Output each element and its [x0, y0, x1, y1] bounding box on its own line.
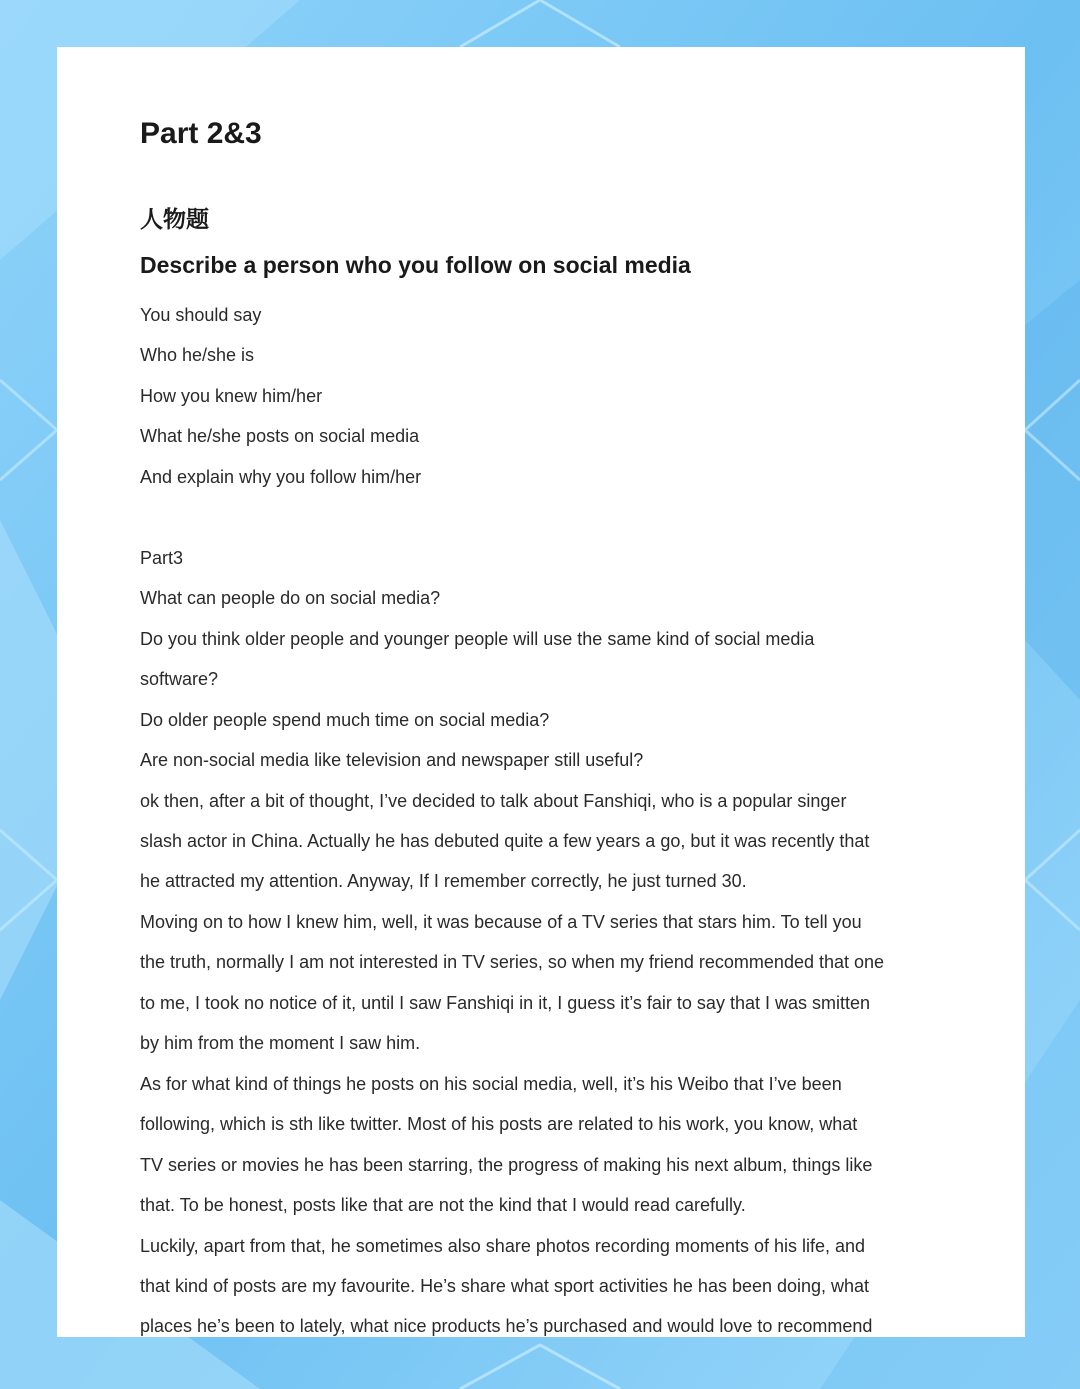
topic-title: Describe a person who you follow on social media: [140, 252, 691, 278]
part3-label: Part3: [140, 548, 184, 568]
answer-line: TV series or movies he has been starring, the progress of making his next album, things like: [140, 1155, 873, 1175]
answer-line: As for what kind of things he posts on his social media, well, it’s his Weibo that I’ve been: [140, 1074, 842, 1094]
answer-line: that kind of posts are my favourite. He’s share what sport activities he has been doing, what: [140, 1276, 870, 1296]
answer-line: ok then, after a bit of thought, I’ve decided to talk about Fanshiqi, who is a popular singer: [140, 791, 847, 811]
document-page: [57, 47, 1025, 1337]
cue-card-line: And explain why you follow him/her: [140, 467, 422, 487]
answer-line: slash actor in China. Actually he has debuted quite a few years a go, but it was recently that: [140, 831, 870, 851]
cue-card-line: How you knew him/her: [140, 386, 323, 406]
part-title: Part 2&3: [140, 117, 262, 150]
answer-line: that. To be honest, posts like that are not the kind that I would read carefully.: [140, 1195, 746, 1215]
answer-line: by him from the moment I saw him.: [140, 1033, 421, 1053]
question-line: Are non-social media like television and newspaper still useful?: [140, 750, 644, 770]
answer-line: Luckily, apart from that, he sometimes also share photos recording moments of his life, and: [140, 1236, 866, 1256]
cue-card-line: You should say: [140, 305, 262, 325]
cue-card-line: Who he/she is: [140, 345, 255, 365]
answer-line: to me, I took no notice of it, until I saw Fanshiqi in it, I guess it’s fair to say that I was smitten: [140, 993, 870, 1013]
answer-line: places he’s been to lately, what nice products he’s purchased and would love to recommend: [140, 1316, 873, 1336]
question-line: software?: [140, 669, 219, 689]
category-title: 人物题: [140, 206, 209, 232]
answer-line: following, which is sth like twitter. Most of his posts are related to his work, you know, what: [140, 1114, 858, 1134]
cue-card-line: What he/she posts on social media: [140, 426, 420, 446]
answer-line: Moving on to how I knew him, well, it was because of a TV series that stars him. To tell you: [140, 912, 862, 932]
question-line: Do you think older people and younger people will use the same kind of social media: [140, 629, 815, 649]
answer-line: he attracted my attention. Anyway, If I remember correctly, he just turned 30.: [140, 871, 747, 891]
question-line: Do older people spend much time on social media?: [140, 710, 550, 730]
question-line: What can people do on social media?: [140, 588, 441, 608]
answer-line: the truth, normally I am not interested in TV series, so when my friend recommended that one: [140, 952, 885, 972]
